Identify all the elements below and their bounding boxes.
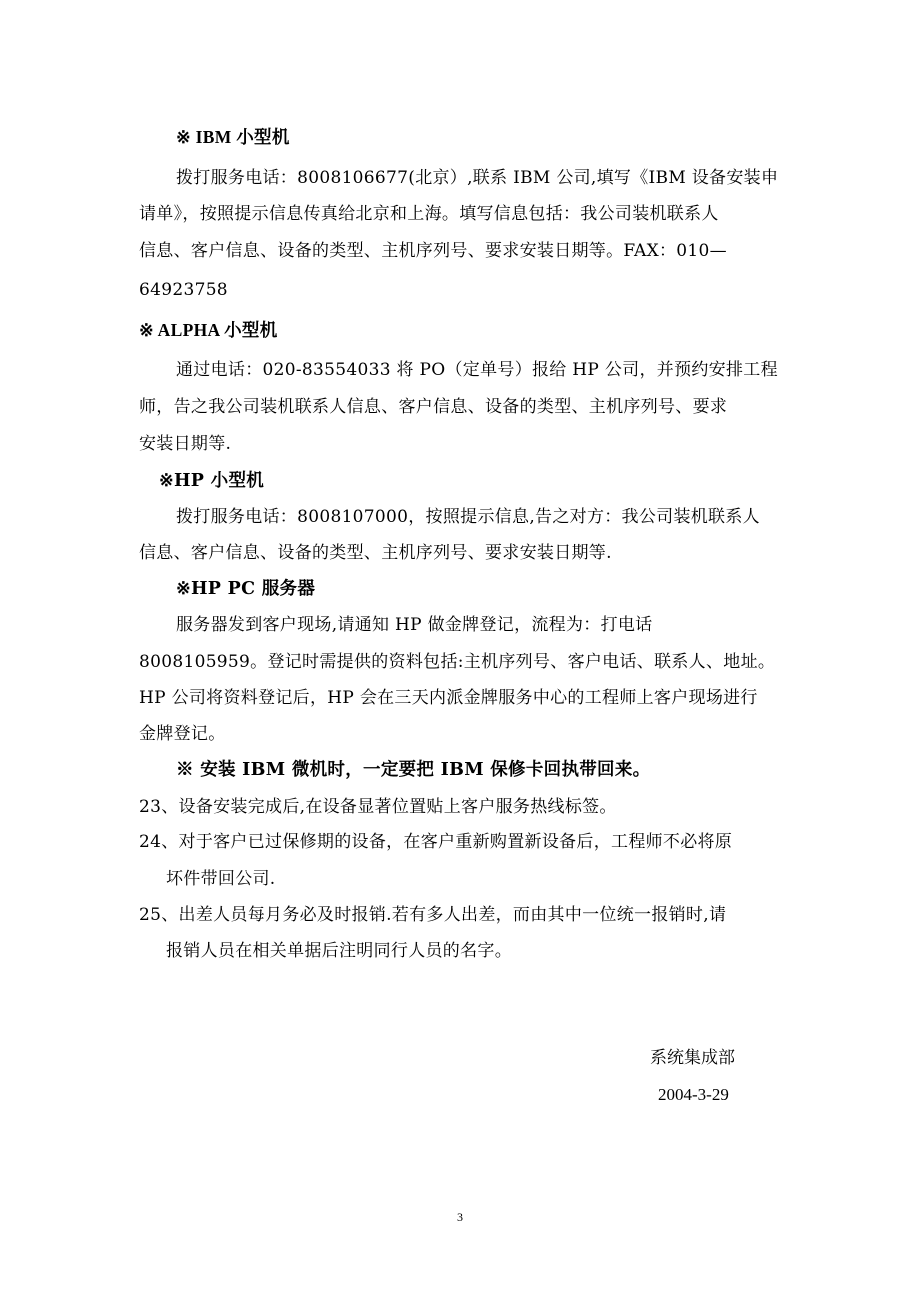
item-24-line-1: 24、对于客户已过保修期的设备，在客户重新购置新设备后，工程师不必将原	[139, 832, 733, 852]
section-heading-hp: ※HP 小型机	[159, 471, 265, 491]
alpha-line-1: 通过电话：020-83554033 将 PO（定单号）报给 HP 公司，并预约安排工程	[176, 360, 778, 380]
section-heading-hppc: ※HP PC 服务器	[176, 579, 316, 599]
hppc-line-2: 8008105959。登记时需提供的资料包括:主机序列号、客户电话、联系人、地址。	[139, 652, 776, 672]
ibm-line-1: 拨打服务电话：8008106677(北京）,联系 IBM 公司,填写《IBM 设备安装申	[176, 168, 779, 188]
signature-department: 系统集成部	[650, 1048, 735, 1068]
hppc-line-1: 服务器发到客户现场,请通知 HP 做金牌登记，流程为：打电话	[176, 615, 653, 635]
section-heading-ibm: ※ IBM 小型机	[176, 127, 290, 147]
ibm-pc-note: ※ 安装 IBM 微机时，一定要把 IBM 保修卡回执带回来。	[176, 760, 651, 780]
item-23-line-1: 23、设备安装完成后,在设备显著位置贴上客户服务热线标签。	[139, 797, 617, 817]
hp-line-2: 信息、客户信息、设备的类型、主机序列号、要求安装日期等.	[139, 543, 612, 563]
item-25-line-1: 25、出差人员每月务必及时报销.若有多人出差，而由其中一位统一报销时,请	[139, 905, 727, 925]
alpha-line-2: 师，告之我公司装机联系人信息、客户信息、设备的类型、主机序列号、要求	[139, 397, 728, 417]
hp-line-1: 拨打服务电话：8008107000，按照提示信息,告之对方：我公司装机联系人	[176, 507, 760, 527]
hppc-line-3: HP 公司将资料登记后，HP 会在三天内派金牌服务中心的工程师上客户现场进行	[139, 688, 758, 708]
ibm-line-3: 信息、客户信息、设备的类型、主机序列号、要求安装日期等。FAX：010—	[139, 241, 727, 261]
ibm-line-4: 64923758	[139, 280, 228, 300]
item-24-line-2: 坏件带回公司.	[166, 869, 276, 889]
section-heading-alpha: ※ ALPHA 小型机	[139, 320, 278, 340]
alpha-line-3: 安装日期等.	[139, 434, 232, 454]
signature-date: 2004-3-29	[658, 1085, 729, 1104]
item-25-line-2: 报销人员在相关单据后注明同行人员的名字。	[166, 941, 512, 961]
ibm-line-2: 请单》，按照提示信息传真给北京和上海。填写信息包括：我公司装机联系人	[139, 204, 719, 224]
hppc-line-4: 金牌登记。	[139, 724, 226, 744]
page-number: 3	[457, 1210, 463, 1224]
